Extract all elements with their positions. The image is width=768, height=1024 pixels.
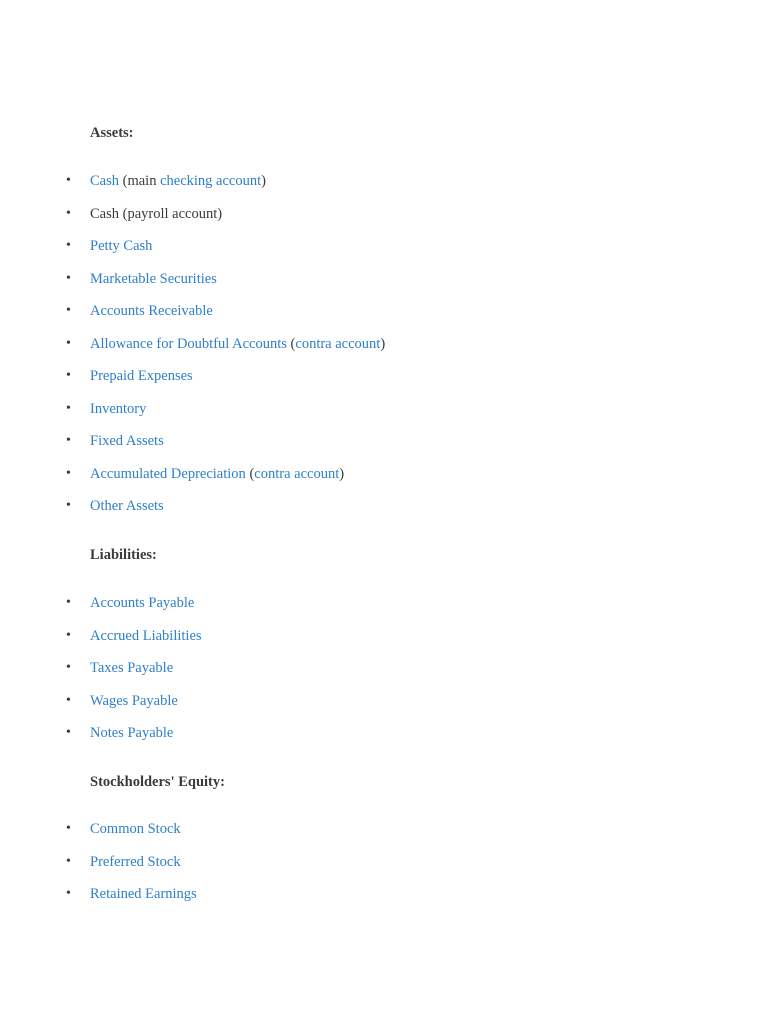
list-item [0, 237, 385, 270]
bullet-icon: • [66, 627, 71, 643]
account-link[interactable]: Inventory [90, 400, 147, 417]
equity-heading: Stockholders' Equity: [90, 774, 225, 790]
account-link[interactable]: Accounts Payable [90, 595, 195, 611]
list-item [0, 594, 202, 627]
list-item [0, 367, 385, 400]
bullet-icon: • [66, 303, 71, 318]
account-link[interactable]: Taxes Payable [90, 660, 174, 676]
account-text: ) [261, 173, 266, 189]
bullet-icon: • [66, 173, 71, 188]
account-link[interactable]: Accounts Receivable [90, 303, 213, 319]
bullet-icon: • [66, 465, 71, 481]
list-item [0, 853, 197, 886]
bullet-icon: • [66, 205, 71, 221]
account-link[interactable]: contra account [295, 335, 381, 352]
bullet-icon: • [66, 660, 71, 675]
list-item [0, 692, 202, 725]
account-link[interactable]: Accrued Liabilities [90, 627, 202, 644]
bullet-icon: • [66, 368, 71, 383]
account-text: ( [245, 465, 255, 482]
list-item [0, 400, 385, 433]
bullet-icon: • [66, 433, 71, 448]
list-item [0, 465, 385, 498]
account-text: ) [380, 335, 386, 352]
equity-list [0, 820, 197, 918]
account-link[interactable]: Fixed Assets [90, 433, 164, 449]
account-link[interactable]: Marketable Securities [90, 270, 217, 287]
bullet-icon: • [66, 886, 71, 901]
bullet-icon: • [66, 335, 71, 351]
assets-heading: Assets: [90, 125, 134, 141]
account-link[interactable]: Allowance for Doubtful Accounts [90, 335, 287, 352]
account-link[interactable]: Petty Cash [90, 238, 153, 254]
account-link[interactable]: Cash [90, 173, 119, 189]
bullet-icon: • [66, 725, 71, 740]
bullet-icon: • [66, 821, 71, 836]
account-link[interactable]: Notes Payable [90, 725, 174, 741]
assets-list [0, 172, 385, 530]
list-item [0, 885, 197, 918]
account-link[interactable]: Accumulated Depreciation [90, 465, 246, 482]
account-text: ( [286, 335, 296, 352]
list-item [0, 497, 385, 530]
bullet-icon: • [66, 400, 71, 416]
account-link[interactable]: Prepaid Expenses [90, 368, 193, 384]
liabilities-heading: Liabilities: [90, 547, 157, 563]
account-text: (main [119, 173, 161, 189]
bullet-icon: • [66, 238, 71, 253]
bullet-icon: • [66, 692, 71, 708]
list-item [0, 627, 202, 660]
account-link[interactable]: checking account [160, 173, 262, 189]
account-link[interactable]: Other Assets [90, 498, 164, 514]
list-item [0, 205, 385, 238]
account-link[interactable]: Common Stock [90, 821, 181, 837]
list-item [0, 302, 385, 335]
list-item [0, 335, 385, 368]
list-item [0, 270, 385, 303]
list-item [0, 432, 385, 465]
account-link[interactable]: Preferred Stock [90, 853, 181, 870]
list-item [0, 659, 202, 692]
list-item [0, 724, 202, 757]
account-link[interactable]: Retained Earnings [90, 886, 197, 902]
account-link[interactable]: contra account [254, 465, 340, 482]
bullet-icon: • [66, 270, 71, 286]
list-item [0, 820, 197, 853]
account-text: ) [339, 465, 345, 482]
bullet-icon: • [66, 595, 71, 610]
liabilities-list [0, 594, 202, 757]
account-link[interactable]: Wages Payable [90, 692, 178, 709]
account-text: Cash (payroll account) [90, 205, 223, 222]
list-item [0, 172, 385, 205]
bullet-icon: • [66, 853, 71, 869]
bullet-icon: • [66, 498, 71, 513]
